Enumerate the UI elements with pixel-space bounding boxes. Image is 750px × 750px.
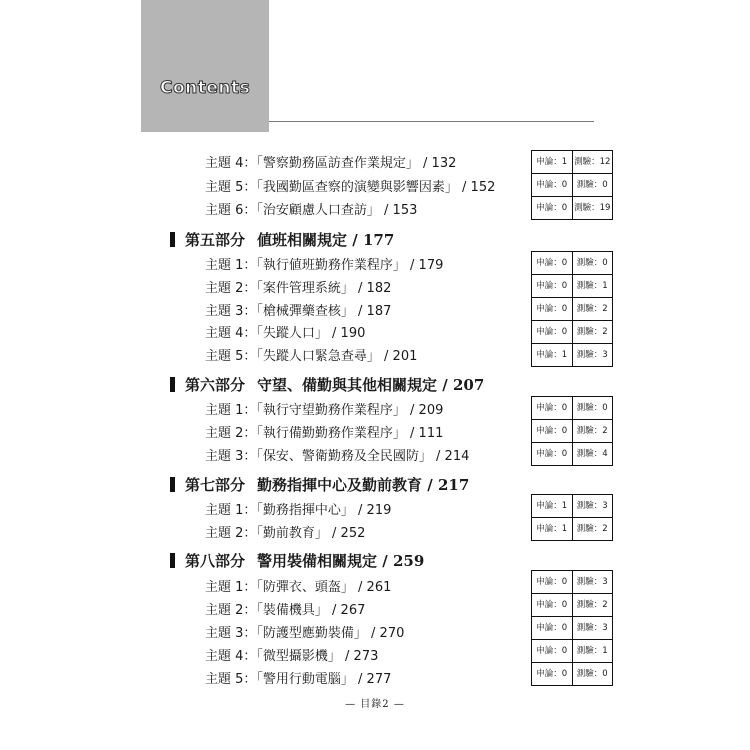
stats-row (532, 442, 612, 465)
header-rule (269, 121, 594, 122)
essay-count: 申論：0 (532, 275, 573, 297)
essay-count: 申論：1 (532, 495, 573, 517)
section-name: 第七部分 (185, 476, 246, 494)
section-marker (170, 232, 175, 247)
quiz-count: 測驗：19 (574, 203, 611, 213)
essay-count: 申論：0 (532, 594, 573, 616)
essay-count: 申論：0 (532, 397, 573, 419)
quiz-count: 測驗：3 (576, 577, 608, 587)
section-title: 守望、備勤與其他相關規定 / 207 (257, 376, 485, 394)
section-heading (170, 374, 484, 395)
toc-topic-entry: 主題 5：「我國勤區查察的演變與影響因素」 / 152 (205, 180, 496, 195)
stats-table (531, 570, 613, 686)
stats-row (532, 252, 612, 274)
section-marker (170, 477, 175, 492)
essay-count: 申論：1 (532, 344, 573, 366)
toc-topic-entry: 主題 1：「執行値班勤務作業程序」 / 179 (205, 258, 444, 273)
toc-topic-entry: 主題 4：「微型攝影機」 / 273 (205, 649, 379, 664)
toc-topic-entry: 主題 1：「防彈衣、頭盔」 / 261 (205, 580, 392, 595)
section-marker (170, 553, 175, 568)
essay-count: 申論：0 (532, 321, 573, 343)
essay-count: 申論：0 (532, 571, 573, 593)
section-marker (170, 377, 175, 392)
stats-row (532, 517, 612, 540)
stats-row (532, 616, 612, 639)
toc-topic-entry: 主題 3：「防護型應勤裝備」 / 270 (205, 626, 405, 641)
essay-count: 申論：0 (532, 640, 573, 662)
essay-count: 申論：0 (532, 443, 573, 465)
essay-count: 申論：0 (532, 197, 573, 219)
stats-table (531, 150, 613, 220)
stats-row (532, 571, 612, 593)
stats-row (532, 196, 612, 219)
stats-row (532, 320, 612, 343)
stats-row (532, 343, 612, 366)
quiz-count: 測驗：3 (576, 623, 608, 633)
quiz-count: 測驗：3 (576, 350, 608, 360)
stats-table (531, 396, 613, 466)
stats-row (532, 419, 612, 442)
toc-topic-entry: 主題 6：「治安顧慮人口查訪」 / 153 (205, 203, 418, 218)
quiz-count: 測驗：2 (576, 600, 608, 610)
quiz-count: 測驗：2 (576, 426, 608, 436)
quiz-count: 測驗：0 (576, 258, 608, 268)
stats-table (531, 251, 613, 367)
toc-topic-entry: 主題 1：「勤務指揮中心」 / 219 (205, 503, 392, 518)
quiz-count: 測驗：2 (576, 524, 608, 534)
essay-count: 申論：0 (532, 174, 573, 196)
stats-row (532, 639, 612, 662)
toc-topic-entry: 主題 3：「保安、警衛勤務及全民國防」 / 214 (205, 449, 470, 464)
essay-count: 申論：1 (532, 518, 573, 540)
essay-count: 申論：1 (532, 151, 573, 173)
quiz-count: 測驗：3 (576, 501, 608, 511)
stats-row (532, 274, 612, 297)
toc-topic-entry: 主題 2：「執行備勤勤務作業程序」 / 111 (205, 426, 444, 441)
stats-table (531, 494, 613, 541)
toc-topic-entry: 主題 2：「勤前教育」 / 252 (205, 526, 366, 541)
header-gray-block (141, 0, 269, 132)
essay-count: 申論：0 (532, 617, 573, 639)
quiz-count: 測驗：0 (576, 180, 608, 190)
quiz-count: 測驗：0 (576, 669, 608, 679)
quiz-count: 測驗：0 (576, 403, 608, 413)
section-title: 警用裝備相關規定 / 259 (257, 552, 425, 570)
toc-topic-entry: 主題 3：「槍械彈藥查核」 / 187 (205, 304, 392, 319)
toc-topic-entry: 主題 5：「失蹤人口緊急查尋」 / 201 (205, 349, 418, 364)
stats-row (532, 297, 612, 320)
quiz-count: 測驗：12 (574, 157, 611, 167)
stats-row (532, 173, 612, 196)
stats-row (532, 662, 612, 685)
toc-topic-entry: 主題 4：「警察勤務區訪查作業規定」 / 132 (205, 156, 457, 171)
toc-topic-entry: 主題 2：「案件管理系統」 / 182 (205, 281, 392, 296)
quiz-count: 測驗：1 (576, 281, 608, 291)
toc-topic-entry: 主題 5：「警用行動電腦」 / 277 (205, 672, 392, 687)
essay-count: 申論：0 (532, 420, 573, 442)
section-name: 第五部分 (185, 231, 246, 249)
section-heading (170, 474, 469, 495)
quiz-count: 測驗：4 (576, 449, 608, 459)
toc-topic-entry: 主題 2：「裝備機具」 / 267 (205, 603, 366, 618)
stats-row (532, 495, 612, 517)
section-name: 第六部分 (185, 376, 246, 394)
toc-topic-entry: 主題 1：「執行守望勤務作業程序」 / 209 (205, 403, 444, 418)
stats-row (532, 151, 612, 173)
section-title: 勤務指揮中心及勤前教育 / 217 (257, 476, 470, 494)
stats-row (532, 397, 612, 419)
essay-count: 申論：0 (532, 663, 573, 685)
contents-title: Contents (160, 78, 251, 98)
essay-count: 申論：0 (532, 298, 573, 320)
page-number: — 目錄2 — (345, 699, 405, 710)
section-heading (170, 229, 394, 250)
quiz-count: 測驗：1 (576, 646, 608, 656)
section-name: 第八部分 (185, 552, 246, 570)
quiz-count: 測驗：2 (576, 327, 608, 337)
section-heading (170, 550, 424, 571)
toc-topic-entry: 主題 4：「失蹤人口」 / 190 (205, 326, 366, 341)
essay-count: 申論：0 (532, 252, 573, 274)
section-title: 値班相關規定 / 177 (257, 231, 395, 249)
quiz-count: 測驗：2 (576, 304, 608, 314)
stats-row (532, 593, 612, 616)
